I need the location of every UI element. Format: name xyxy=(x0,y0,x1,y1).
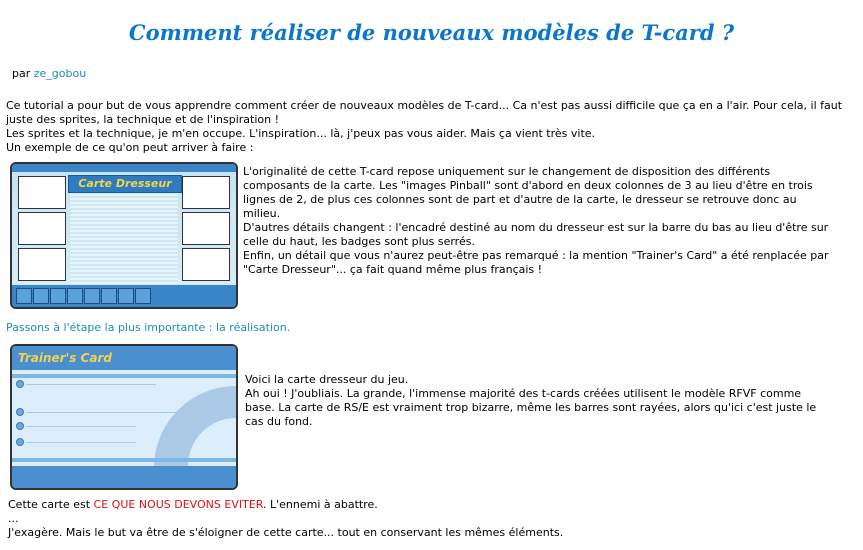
intro-paragraph: Ce tutorial a pour but de vous apprendre comment créer de nouveaux modèles de T-card... Ca n'est pas aussi difficile que ça en a l'air. Pour cela, il faut juste des sprites, la technique et de l'inspiration ! xyxy=(6,99,843,126)
conclusion-line: ... xyxy=(8,512,19,525)
emphasis-text: CE QUE NOUS DEVONS EVITER xyxy=(93,498,264,511)
game-card-description xyxy=(245,373,825,429)
description-paragraph: L'originalité de cette T-card repose uniquement sur le changement de disposition des différents composants de la carte. Les "images Pinball" sont d'abord en deux colonnes de 3 au lieu d'être en trois lignes de 2, de plus ces colonnes sont de part et d'autre de la carte, le dresseur se retrouve donc au milieu. xyxy=(243,165,813,220)
conclusion-line: J'exagère. Mais le but va être de s'éloigner de cette carte... tout en conservant les mêmes éléments. xyxy=(8,526,564,539)
conclusion-line: Cette carte est CE QUE NOUS DEVONS EVITER. L'ennemi à abattre. xyxy=(8,498,378,511)
page-title: Comment réaliser de nouveaux modèles de T-card ? xyxy=(128,20,735,45)
card-label: Carte Dresseur xyxy=(68,175,182,193)
example-description xyxy=(243,165,833,277)
section-heading: Passons à l'étape la plus importante : la réalisation. xyxy=(6,321,291,334)
card-label: Trainer's Card xyxy=(18,351,113,365)
intro-paragraph: Les sprites et la technique, je m'en occupe. L'inspiration... là, j'peux pas vous aider. Mais ça vient très vite. xyxy=(6,127,596,140)
game-trainer-card-image xyxy=(10,344,238,490)
byline-prefix: par xyxy=(12,67,31,80)
intro-text xyxy=(6,99,856,155)
example-tcard-image xyxy=(10,162,238,309)
intro-paragraph: Un exemple de ce qu'on peut arriver à faire : xyxy=(6,141,254,154)
byline xyxy=(12,67,86,80)
description-paragraph: D'autres détails changent : l'encadré destiné au nom du dresseur est sur la barre du bas au lieu d'être sur celle du haut, les badges sont plus serrés. xyxy=(243,221,829,248)
conclusion-text xyxy=(8,498,848,540)
description-paragraph: Ah oui ! J'oubliais. La grande, l'immense majorité des t-cards créées utilisent le modèle RFVF comme base. La carte de RS/E est vraiment trop bizarre, même les barres sont rayées, alors qu'ici c'est juste le cas du fond. xyxy=(245,387,817,428)
author-link[interactable]: ze_gobou xyxy=(33,67,87,80)
description-paragraph: Voici la carte dresseur du jeu. xyxy=(245,373,409,386)
description-paragraph: Enfin, un détail que vous n'aurez peut-être pas remarqué : la mention "Trainer's Card" a été renplacée par "Carte Dresseur"... ça fait quand même plus français ! xyxy=(243,249,829,276)
